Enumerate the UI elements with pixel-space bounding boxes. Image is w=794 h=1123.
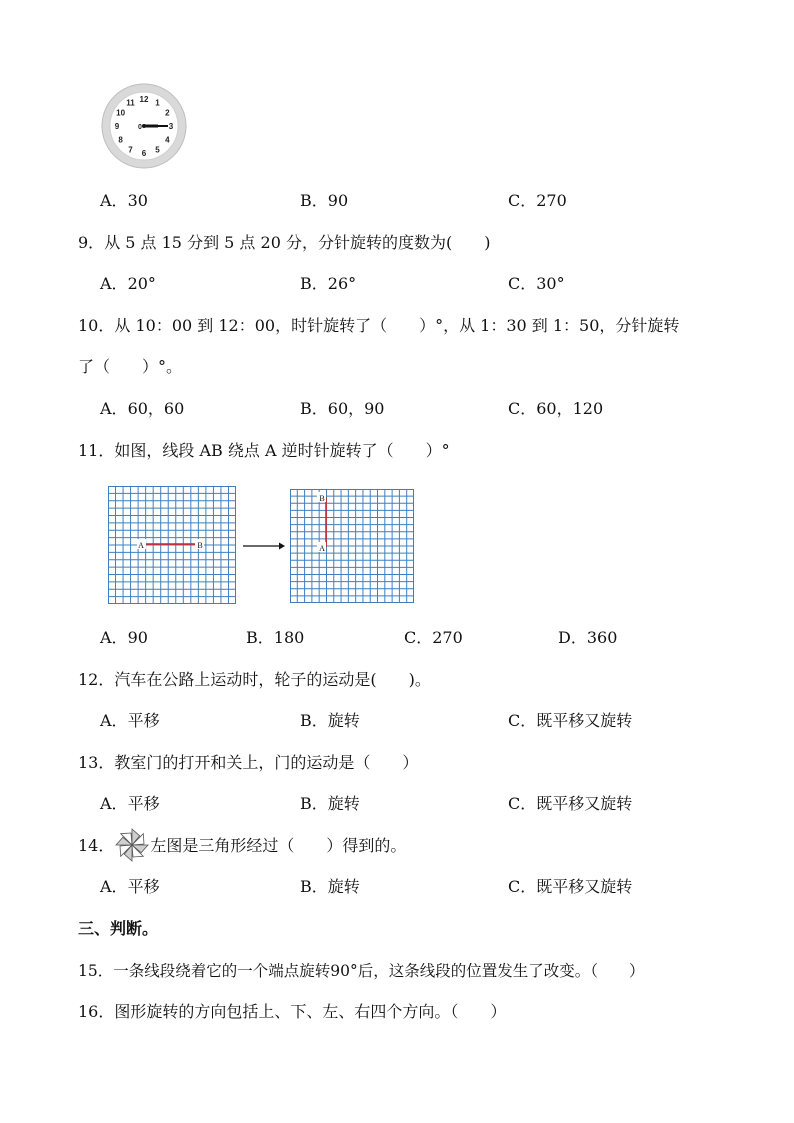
q13-option-c[interactable]: C．既平移又旋转 xyxy=(508,794,633,813)
clock-number: 7 xyxy=(128,145,133,155)
q9-option-b[interactable]: B．26° xyxy=(300,274,357,293)
question-11: 11．如图，线段 AB 绕点 A 逆时针旋转了（ ）° xyxy=(78,441,450,460)
clock-number: 3 xyxy=(168,122,174,131)
clock-number: 1 xyxy=(155,98,160,108)
question-15: 15．一条线段绕着它的一个端点旋转90°后，这条线段的位置发生了改变。（ ） xyxy=(78,962,645,980)
clock-number: 6 xyxy=(141,149,147,158)
q10-option-b[interactable]: B．60，90 xyxy=(300,399,385,418)
q9-option-a[interactable]: A．20° xyxy=(100,274,156,293)
q12-option-b[interactable]: B．旋转 xyxy=(300,711,360,730)
question-10-line2: 了（ ）°。 xyxy=(78,357,183,376)
label-b: B xyxy=(197,541,203,550)
q14-option-a[interactable]: A．平移 xyxy=(100,877,160,896)
question-14: 14． 左图是三角形经过（ ）得到的。 xyxy=(78,835,406,857)
clock-number: 10 xyxy=(116,108,126,118)
clock-number: 2 xyxy=(165,108,170,118)
q13-option-a[interactable]: A．平移 xyxy=(100,794,160,813)
arrow-icon xyxy=(243,540,285,552)
clock-number: 8 xyxy=(118,135,123,145)
clock-number: 11 xyxy=(126,98,135,108)
clock-number: 5 xyxy=(155,145,160,155)
question-13: 13．教室门的打开和关上，门的运动是（ ） xyxy=(78,753,419,772)
grid-before xyxy=(108,486,236,604)
q10-option-a[interactable]: A．60，60 xyxy=(100,399,185,418)
q11-option-c[interactable]: C．270 xyxy=(404,628,463,647)
question-12: 12．汽车在公路上运动时，轮子的运动是( )。 xyxy=(78,670,431,689)
grid-after xyxy=(290,489,414,603)
clock-number: 4 xyxy=(165,135,170,145)
label-a: A xyxy=(319,544,325,553)
q12-option-a[interactable]: A．平移 xyxy=(100,711,160,730)
pinwheel-figure xyxy=(114,835,150,857)
arrow-figure xyxy=(243,540,285,552)
q9-option-c[interactable]: C．30° xyxy=(508,274,565,293)
section-title-judgement: 三、判断。 xyxy=(78,919,159,938)
clock-number: 12 xyxy=(139,95,149,104)
clock-svg xyxy=(100,82,188,170)
q8-option-c[interactable]: C．270 xyxy=(508,191,567,210)
q11-option-d[interactable]: D．360 xyxy=(558,628,618,647)
q8-option-b[interactable]: B．90 xyxy=(300,191,349,210)
pinwheel-triangles-icon xyxy=(114,827,150,863)
grid-after-svg xyxy=(290,489,414,603)
clock-figure xyxy=(100,82,188,170)
clock-center-label: 0 xyxy=(138,124,142,131)
question-10: 10．从 10：00 到 12：00，时针旋转了（ ）°，从 1：30 到 1：50，分针旋转 xyxy=(78,316,680,335)
label-a: A xyxy=(138,541,144,550)
grid-before-svg xyxy=(108,486,236,604)
clock-pivot xyxy=(142,124,146,128)
q8-option-a[interactable]: A．30 xyxy=(100,191,148,210)
q14-option-c[interactable]: C．既平移又旋转 xyxy=(508,877,633,896)
q13-option-b[interactable]: B．旋转 xyxy=(300,794,360,813)
label-b: B xyxy=(319,494,325,503)
q10-option-c[interactable]: C．60，120 xyxy=(508,399,604,418)
q14-option-b[interactable]: B．旋转 xyxy=(300,877,360,896)
q12-option-c[interactable]: C．既平移又旋转 xyxy=(508,711,633,730)
question-9: 9．从 5 点 15 分到 5 点 20 分，分针旋转的度数为( ) xyxy=(78,233,491,252)
q11-option-b[interactable]: B．180 xyxy=(246,628,305,647)
q11-option-a[interactable]: A．90 xyxy=(100,628,148,647)
clock-number: 9 xyxy=(114,122,120,131)
question-16: 16．图形旋转的方向包括上、下、左、右四个方向。（ ） xyxy=(78,1002,507,1021)
